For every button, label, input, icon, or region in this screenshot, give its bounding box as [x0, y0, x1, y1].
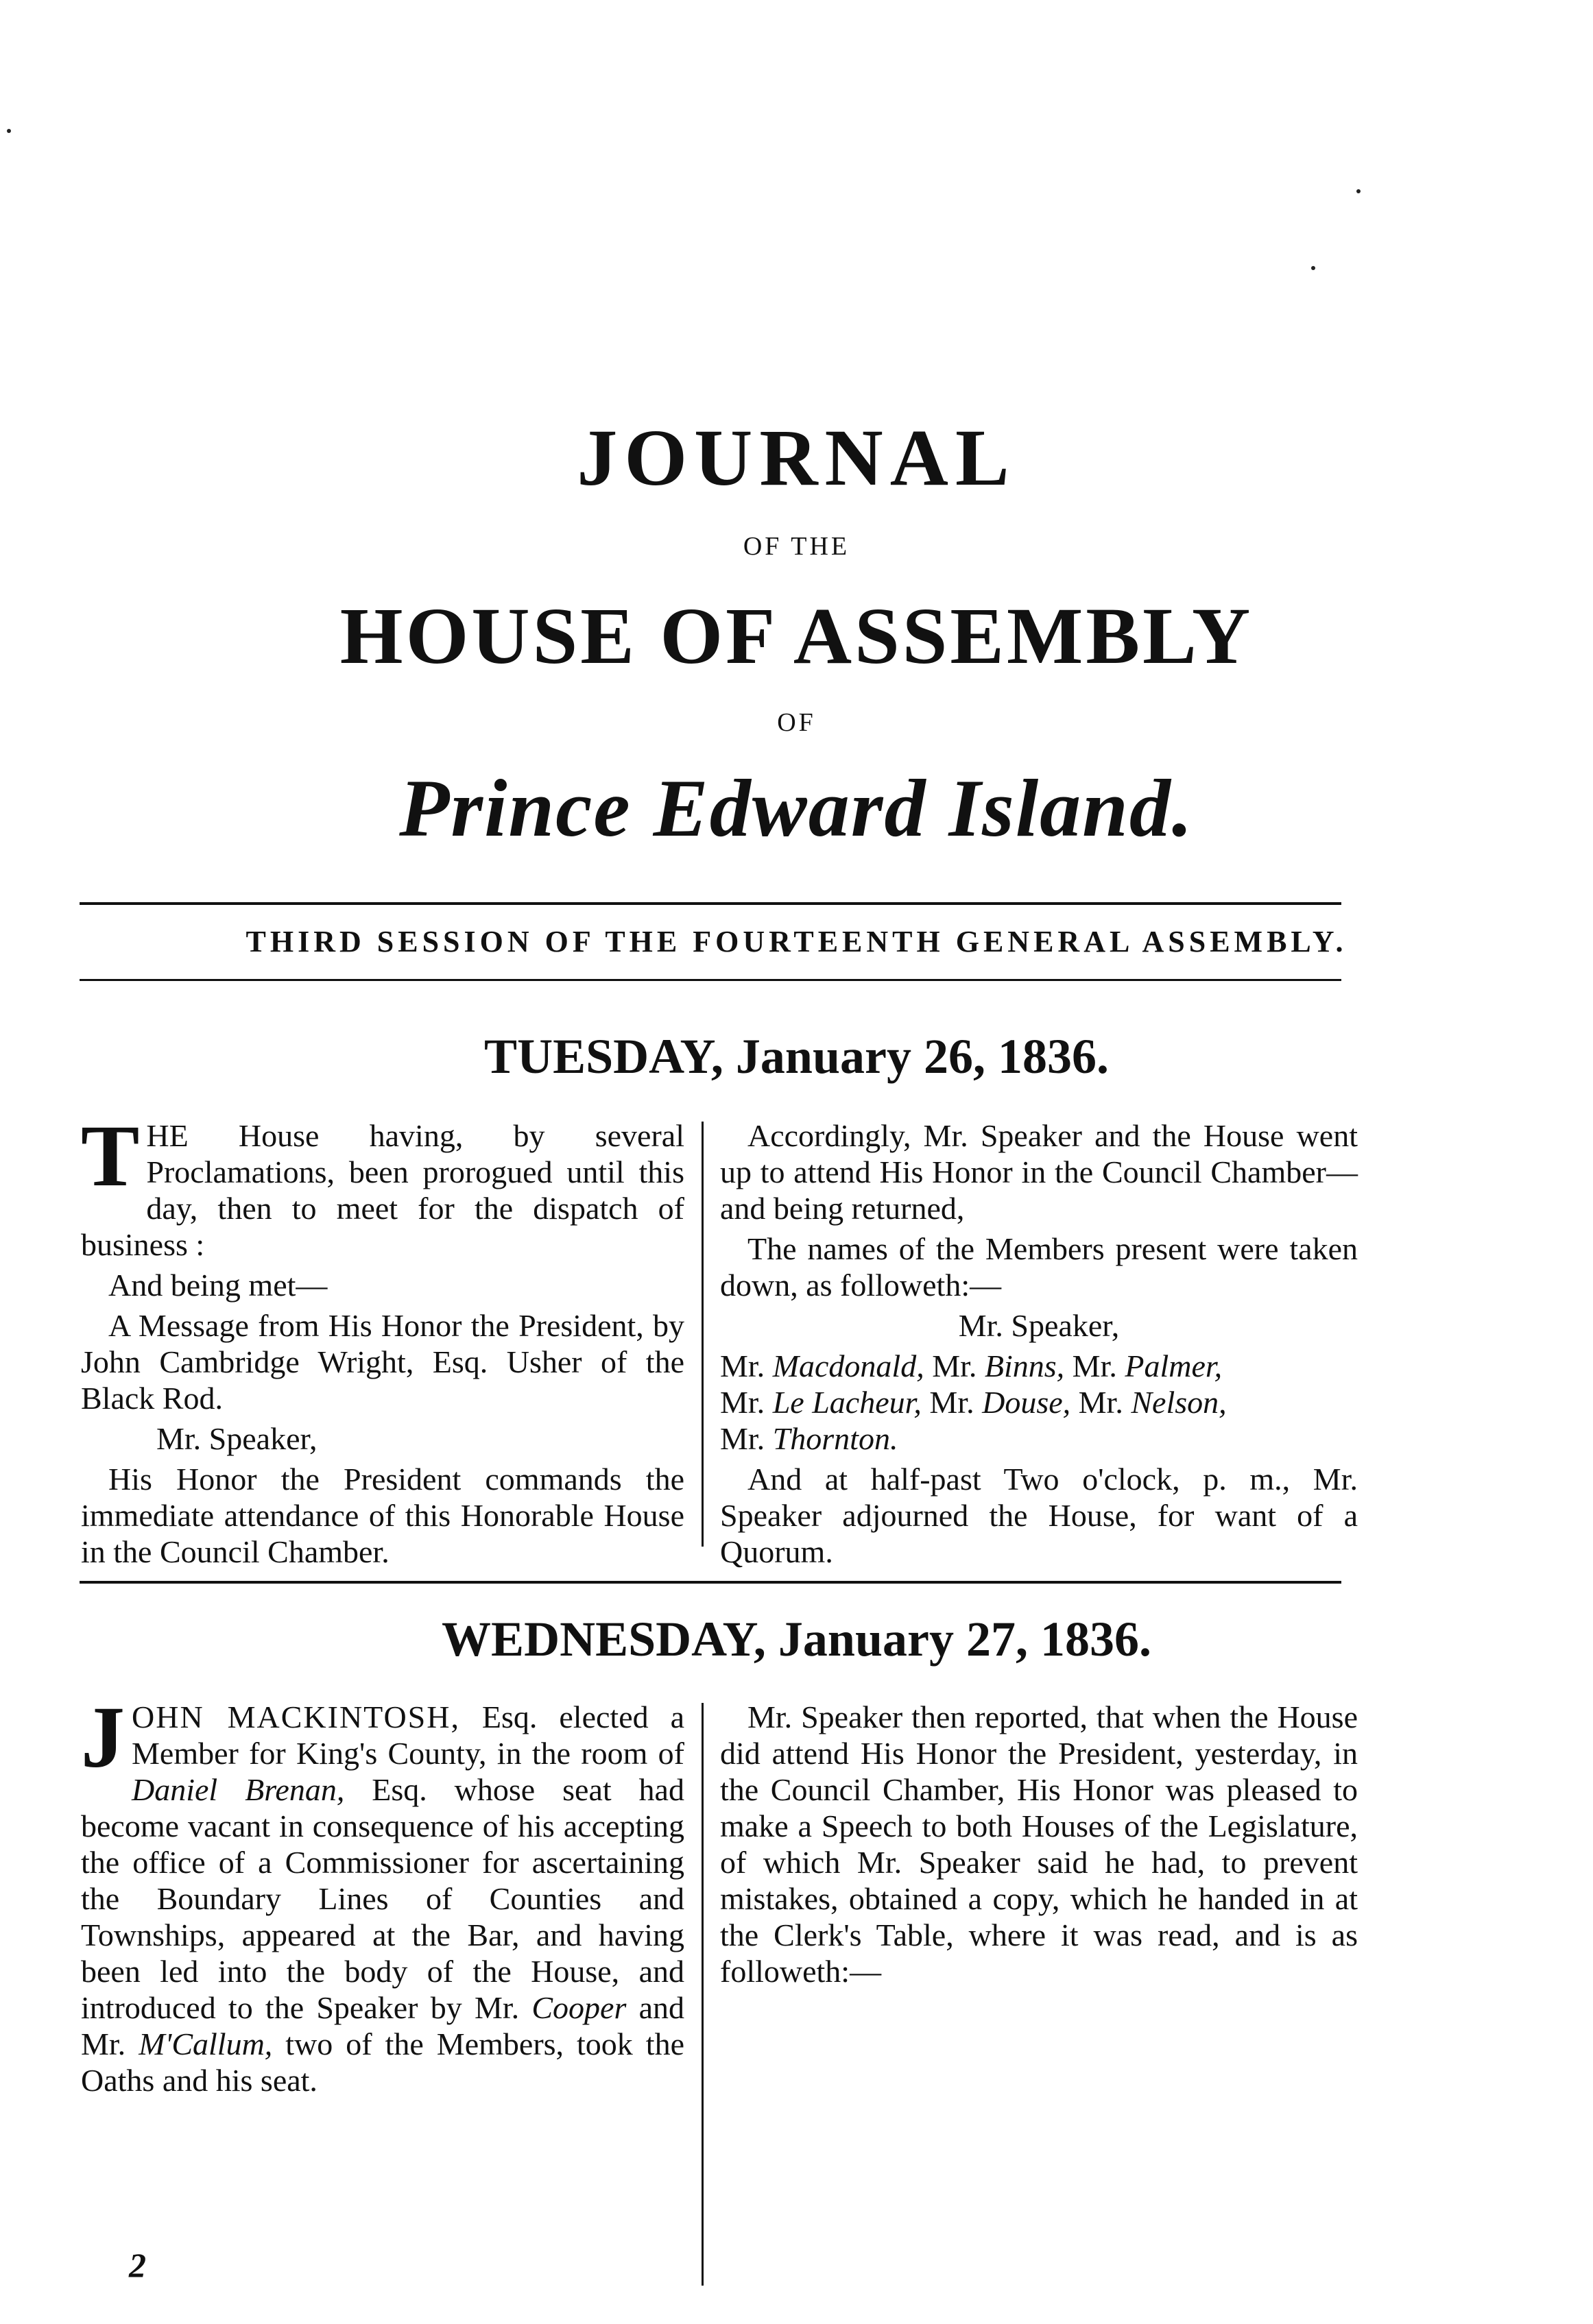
member-name: Nelson,: [1131, 1385, 1227, 1420]
rule-top: [80, 902, 1341, 905]
member-prefix: Mr.: [720, 1421, 773, 1456]
person-name: M'Callum,: [139, 2026, 273, 2061]
member-prefix: Mr.: [921, 1385, 983, 1420]
paragraph: Accordingly, Mr. Speaker and the House went up to attend His Honor in the Council Chamber—and being returned,: [720, 1118, 1358, 1226]
member-prefix: Mr.: [1064, 1348, 1125, 1383]
drop-cap: T: [81, 1107, 140, 1205]
title-house-of-assembly: HOUSE OF ASSEMBLY: [339, 591, 1254, 681]
day1-left-column: [81, 1107, 684, 1574]
day1-right-column: [720, 1117, 1358, 1574]
text-run: Esq. elected a Member for King's County, in the room of: [132, 1699, 684, 1771]
members-line-3: [720, 1420, 1358, 1457]
day2-left-column: [81, 1688, 685, 2103]
salutation: Mr. Speaker,: [156, 1421, 318, 1456]
member-name: Douse,: [982, 1385, 1071, 1420]
page-number: 2: [129, 2246, 146, 2284]
scan-speck: [1311, 266, 1315, 270]
title-of: OF: [777, 708, 816, 737]
member-name-caps: OHN MACKINTOSH,: [132, 1699, 460, 1734]
paragraph: A Message from His Honor the President, by John Cambridge Wright, Esq. Usher of the Black Rod.: [81, 1308, 684, 1416]
date-heading-wednesday: WEDNESDAY, January 27, 1836.: [442, 1612, 1151, 1667]
rule-session-bottom: [80, 979, 1341, 981]
title-journal: JOURNAL: [577, 413, 1016, 503]
text-run: Esq. whose seat had become vacant in consequence of his accepting the office of a Commissioner for ascertaining the Boundary Lines of Counties and Townships, appeared at the Bar, and having been led into the body of the House, and introduced to the Speaker by Mr.: [81, 1772, 684, 2025]
scan-speck: [1356, 189, 1361, 193]
paragraph: Mr. Speaker then reported, that when the House did attend His Honor the President, yesterday, in the Council Chamber, His Honor was pleased to make a Speech to both Houses of the Legislature, of which Mr. Speaker said he had, to prevent mistakes, obtained a copy, which he handed in at the Clerk's Table, where it was read, and is as followeth:—: [720, 1699, 1358, 1989]
column-divider: [702, 1703, 704, 2286]
paragraph: And at half-past Two o'clock, p. m., Mr. Speaker adjourned the House, for want of a Quorum.: [720, 1462, 1358, 1569]
rule-day-separator: [80, 1581, 1341, 1584]
paragraph: And being met—: [108, 1268, 328, 1303]
title-prince-edward-island: Prince Edward Island.: [399, 762, 1194, 854]
date-heading-tuesday: TUESDAY, January 26, 1836.: [484, 1029, 1109, 1084]
member-prefix: Mr.: [924, 1348, 985, 1383]
day2-right-column: [720, 1699, 1358, 1994]
member-prefix: Mr.: [720, 1385, 773, 1420]
paragraph: The names of the Members present were taken down, as followeth:—: [720, 1231, 1358, 1303]
text-run: and Mr.: [81, 1990, 684, 2061]
member-name: Le Lacheur,: [772, 1385, 922, 1420]
title-of-the: OF THE: [743, 532, 850, 561]
salutation: Mr. Speaker,: [958, 1308, 1120, 1343]
member-prefix: Mr.: [720, 1348, 773, 1383]
column-divider: [702, 1122, 704, 1547]
person-name: Daniel Brenan,: [132, 1772, 345, 1807]
member-name: Binns,: [984, 1348, 1065, 1383]
session-heading: THIRD SESSION OF THE FOURTEENTH GENERAL ASSEMBLY.: [245, 925, 1348, 958]
drop-cap: J: [81, 1688, 125, 1786]
member-name: Thornton.: [772, 1421, 898, 1456]
text-run: two of the Members, took the Oaths and his seat.: [81, 2026, 685, 2098]
members-line-1: [720, 1348, 1358, 1384]
paragraph: HE House having, by several Proclamations, been prorogued until this day, then to meet for the dispatch of business :: [81, 1118, 684, 1262]
scan-speck: [7, 129, 11, 133]
member-name: Macdonald,: [772, 1348, 924, 1383]
member-prefix: Mr.: [1070, 1385, 1131, 1420]
member-name: Palmer,: [1125, 1348, 1223, 1383]
paragraph: His Honor the President commands the immediate attendance of this Honorable House in the Council Chamber.: [81, 1462, 684, 1569]
members-line-2: [720, 1384, 1358, 1420]
person-name: Cooper: [531, 1990, 627, 2025]
